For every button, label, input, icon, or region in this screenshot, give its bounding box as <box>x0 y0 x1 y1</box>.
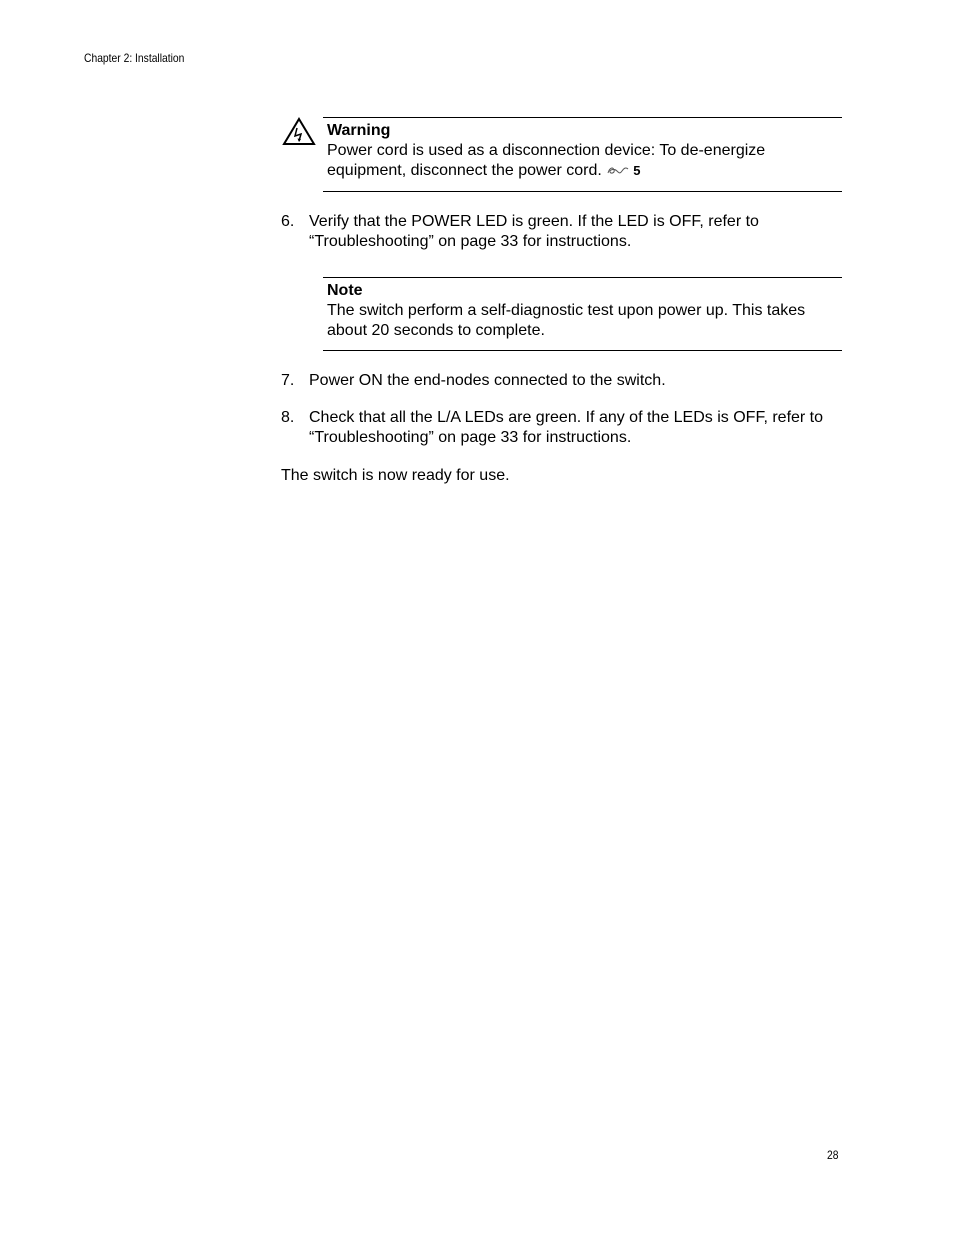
step-number: 7. <box>281 372 295 389</box>
translation-reference-number: 5 <box>633 163 641 178</box>
translation-reference-icon <box>606 164 630 176</box>
step-text: Power ON the end-nodes connected to the switch. <box>309 372 666 389</box>
step-6 <box>281 212 842 252</box>
step-text: Verify that the POWER LED is green. If the LED is OFF, refer to “Troubleshooting” on page 33 for instructions. <box>309 213 759 250</box>
closing-paragraph: The switch is now ready for use. <box>281 467 510 484</box>
electrical-hazard-warning-icon <box>282 117 316 146</box>
note-box <box>323 277 842 351</box>
running-head: Chapter 2: Installation <box>84 51 185 65</box>
warning-box <box>323 117 842 192</box>
step-text: Check that all the L/A LEDs are green. If any of the LEDs is OFF, refer to “Troubleshooting” on page 33 for instructions. <box>309 409 824 446</box>
warning-text-block <box>327 141 842 181</box>
step-number: 6. <box>281 213 295 230</box>
warning-title: Warning <box>327 122 391 139</box>
note-text: The switch perform a self-diagnostic test upon power up. This takes about 20 seconds to complete. <box>327 302 806 339</box>
step-8 <box>281 408 842 448</box>
step-7 <box>281 371 842 391</box>
note-title: Note <box>327 282 363 299</box>
warning-text: Power cord is used as a disconnection device: To de-energize equipment, disconnect the power cord. <box>327 142 766 179</box>
page-number: 28 <box>827 1148 839 1162</box>
translation-reference <box>606 162 640 179</box>
step-number: 8. <box>281 409 295 426</box>
